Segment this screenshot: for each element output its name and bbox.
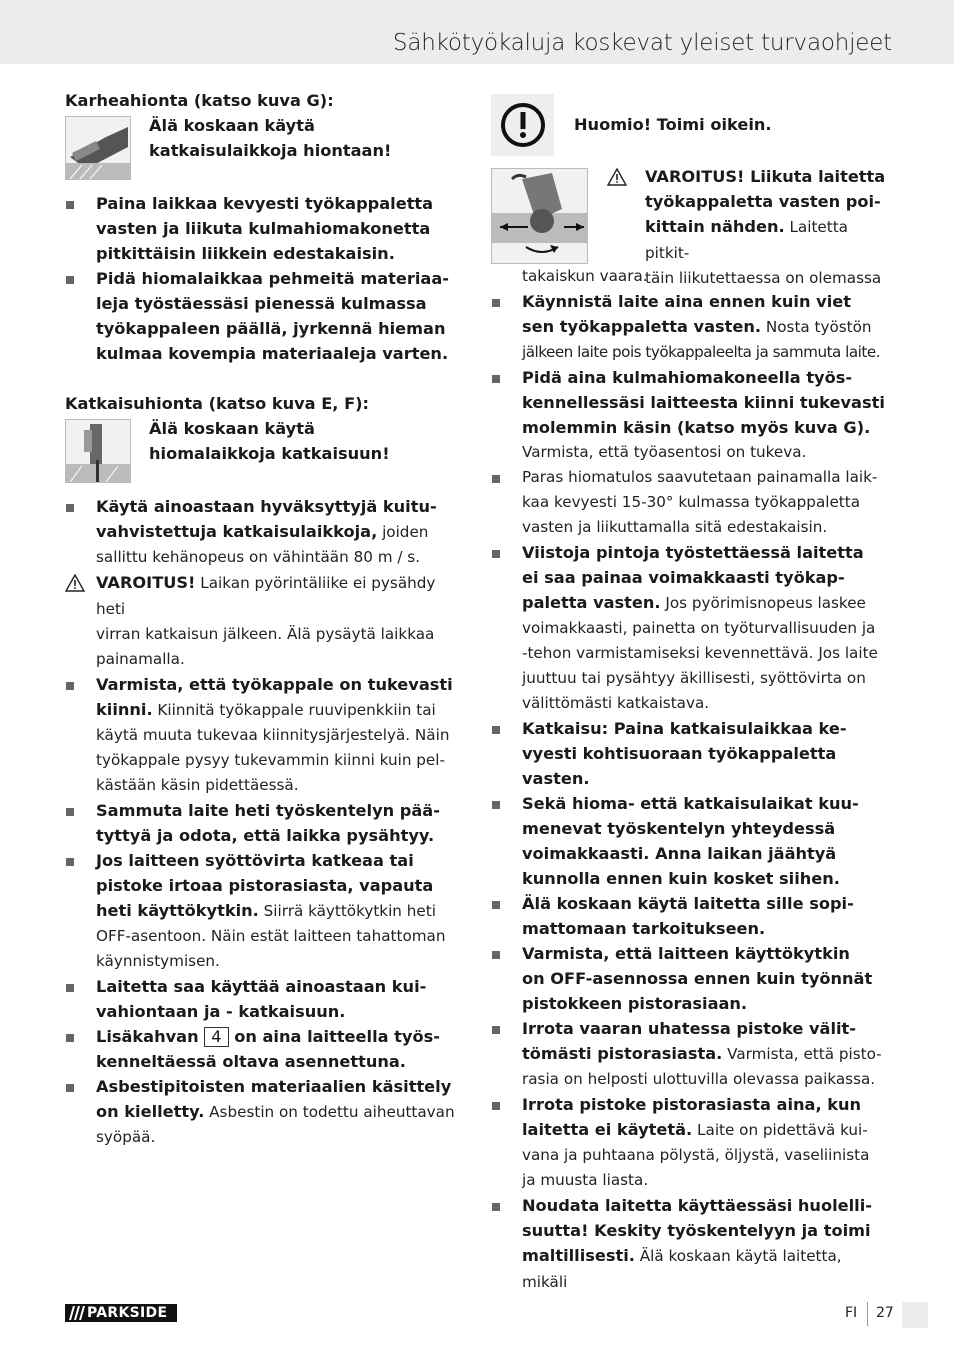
text-line: työkappaletta vasten poi- — [645, 192, 881, 211]
text-bold: kittain nähden. — [645, 217, 785, 236]
text-line: työkappaleen päällä, jyrkennä hieman — [96, 319, 446, 338]
list-item — [491, 365, 891, 465]
karheahionta-heading: Karheahionta (katso kuva G): — [65, 91, 334, 110]
text-line: käynnistymisen. — [96, 952, 220, 970]
page-title: Sähkötyökaluja koskevat yleiset turvaohjeet — [392, 30, 892, 56]
text-line: välittömästi katkaistava. — [522, 694, 710, 712]
warning-triangle-icon — [607, 168, 627, 186]
list-item — [491, 1092, 891, 1193]
text-line: voimakkaasti, painetta on työturvallisuuden ja — [522, 619, 876, 637]
text-bold: tömästi pistorasiasta. — [522, 1044, 723, 1063]
text-light: Älä koskaan käytä laitetta, mikäli — [522, 1247, 842, 1291]
text-light: Siirrä käyttökytkin heti — [258, 902, 436, 920]
bullet-icon — [66, 984, 74, 992]
text-line: ei saa painaa voimakkaasti työkap- — [522, 568, 845, 587]
list-item — [491, 465, 891, 540]
bullet-icon — [66, 858, 74, 866]
text-bold: vahvistettuja katkaisulaikkoja, — [96, 522, 378, 541]
text-line: kaa kevyesti 15-30° kulmassa työkappaletta — [522, 493, 861, 511]
text-line: pistokkeen pistorasiaan. — [522, 994, 748, 1013]
language-code: FI — [845, 1305, 858, 1321]
list-item — [491, 791, 891, 891]
bullet-icon — [66, 1084, 74, 1092]
text-line: jälkeen laite pois työkappaleelta ja sammuta laite. — [522, 343, 881, 361]
text-line: pistoke irtoaa pistorasiasta, vapauta — [96, 876, 434, 895]
bullet-icon — [66, 682, 74, 690]
bullet-icon — [492, 901, 500, 909]
list-item — [491, 1016, 891, 1092]
bullet-icon — [492, 550, 500, 558]
text-line: vana ja puhtaana pölystä, öljystä, vaseliinista — [522, 1146, 870, 1164]
text-light: Nosta työstön — [761, 318, 872, 336]
list-item — [65, 266, 465, 366]
bullet-icon — [66, 201, 74, 209]
text-line: Varmista, että työkappale on tukevasti — [96, 675, 453, 694]
text-line: Irrota vaaran uhatessa pistoke välit- — [522, 1019, 856, 1038]
text-line: Irrota pistoke pistorasiasta aina, kun — [522, 1095, 862, 1114]
text-line: sallittu kehänopeus on vähintään 80 m / s. — [96, 548, 421, 566]
text-line: vasten ja liikuta kulmahiomakonetta — [96, 219, 431, 238]
katkaisuhionta-heading: Katkaisuhionta (katso kuva E, F): — [65, 394, 370, 413]
text-line: leja työstäessäsi pienessä kulmassa — [96, 294, 427, 313]
karhea-warning-line2: katkaisulaikkoja hiontaan! — [149, 141, 392, 160]
text-line: Älä koskaan käytä laitetta sille sopi- — [522, 894, 854, 913]
bullet-icon — [492, 375, 500, 383]
text-line: Käytä ainoastaan hyväksyttyjä kuitu- — [96, 497, 437, 516]
warning-item — [65, 570, 465, 672]
text-bold: maltillisesti. — [522, 1246, 635, 1265]
text-line: kenneltäessä oltava asennettuna. — [96, 1052, 406, 1071]
bullet-icon — [66, 504, 74, 512]
text-bold: sen työkappaletta vasten. — [522, 317, 762, 336]
bullet-icon — [492, 801, 500, 809]
text-line: Pidä hiomalaikkaa pehmeitä materiaa- — [96, 269, 449, 288]
text-light: Laite on pidettävä kui- — [692, 1121, 868, 1139]
text-line: Sekä hioma- että katkaisulaikat kuu- — [522, 794, 859, 813]
list-item — [491, 1193, 891, 1295]
list-item — [65, 1024, 465, 1074]
list-item — [491, 289, 891, 365]
text-line: syöpää. — [96, 1128, 156, 1146]
text-line: OFF-asentoon. Näin estät laitteen tahattoman — [96, 927, 446, 945]
text-line: suutta! Keskity työskentelyyn ja toimi — [522, 1221, 871, 1240]
text-bold: Lisäkahvan — [96, 1027, 205, 1046]
logo-stripes-icon — [69, 1306, 85, 1320]
text-line: Varmista, että laitteen käyttökytkin — [522, 944, 850, 963]
text-line: täin liikutettaessa on olemassa — [645, 269, 882, 287]
list-item — [65, 672, 465, 798]
text-light: Jos pyörimisnopeus laskee — [660, 594, 866, 612]
text-line: käytä muuta tukevaa kiinnitysjärjestelyä. Näin — [96, 726, 450, 744]
bullet-icon — [492, 475, 500, 483]
bullet-icon — [492, 299, 500, 307]
footer-divider — [867, 1302, 868, 1326]
text-line: Paras hiomatulos saavutetaan painamalla laik- — [522, 468, 878, 486]
text-line: VAROITUS! Liikuta laitetta — [645, 167, 886, 186]
list-item — [491, 941, 891, 1016]
text-bold: kiinni. — [96, 700, 153, 719]
list-item — [65, 974, 465, 1024]
warning-triangle-icon — [65, 574, 85, 592]
list-item — [65, 1074, 465, 1150]
text-line: kunnolla ennen kuin kosket siihen. — [522, 869, 840, 888]
text-line: pitkittäisin liikkein edestakaisin. — [96, 244, 395, 263]
part-number-box: 4 — [204, 1027, 228, 1047]
text-line: Pidä aina kulmahiomakoneella työs- — [522, 368, 853, 387]
text-line: Jos laitteen syöttövirta katkeaa tai — [96, 851, 414, 870]
text-line: voimakkaasti. Anna laikan jäähtyä — [522, 844, 837, 863]
bullet-icon — [492, 951, 500, 959]
bullet-icon — [66, 808, 74, 816]
text-line: menevat työskentelyn yhteydessä — [522, 819, 836, 838]
text-line: mattomaan tarkoitukseen. — [522, 919, 766, 938]
exclamation-icon — [491, 94, 554, 156]
bullet-icon — [492, 1102, 500, 1110]
text-line: Varmista, että työasentosi on tukeva. — [522, 443, 807, 461]
text-light: Laitetta pitkit- — [645, 218, 848, 262]
grinder-direction-illustration-icon — [491, 168, 588, 264]
text-line: Sammuta laite heti työskentelyn pää- — [96, 801, 440, 820]
text-line: Paina laikkaa kevyesti työkappaletta — [96, 194, 434, 213]
list-item — [491, 716, 891, 791]
text-line: kulmaa kovempia materiaaleja varten. — [96, 344, 449, 363]
left-column — [65, 88, 465, 1150]
text-light: Kiinnitä työkappale ruuvipenkkiin tai — [152, 701, 436, 719]
text-line: ja muusta liasta. — [522, 1171, 649, 1189]
text-line: Noudata laitetta käyttäessäsi huolelli- — [522, 1196, 872, 1215]
bullet-icon — [66, 1034, 74, 1042]
text-line: kennellessäsi laitteesta kiinni tukevasti — [522, 393, 885, 412]
list-item — [491, 540, 891, 716]
text-line: Käynnistä laite aina ennen kuin viet — [522, 292, 851, 311]
text-line: vyesti kohtisuoraan työkappaletta — [522, 744, 837, 763]
text-line: Viistoja pintoja työstettäessä laitetta — [522, 543, 864, 562]
huomio-block — [491, 94, 891, 158]
katk-warning-line2: hiomalaikkoja katkaisuun! — [149, 444, 390, 463]
bullet-icon — [66, 276, 74, 284]
list-item — [65, 798, 465, 848]
text-line: juuttuu tai pysähtyy äkillisesti, syöttövirta on — [522, 669, 866, 687]
text-bold: on kielletty. — [96, 1102, 205, 1121]
list-item — [491, 891, 891, 941]
list-item — [65, 848, 465, 974]
parkside-logo — [65, 1304, 177, 1322]
text-line: painamalla. — [96, 650, 185, 668]
bullet-icon — [492, 726, 500, 734]
karhea-warning-block — [65, 113, 465, 181]
list-item — [65, 494, 465, 570]
katk-warning-line1: Älä koskaan käytä — [149, 419, 315, 438]
right-column — [491, 94, 891, 1295]
text-line: vasten. — [522, 769, 590, 788]
huomio-text: Huomio! Toimi oikein. — [574, 115, 772, 134]
text-line: työkappale pysyy tukevammin kiinni kuin pel- — [96, 751, 445, 769]
text-light: Laikan pyörintäliike ei pysähdy heti — [96, 574, 436, 618]
text-line: tyttyä ja odota, että laikka pysähtyy. — [96, 826, 435, 845]
list-item — [65, 191, 465, 266]
text-bold: on aina laitteella työs- — [228, 1027, 440, 1046]
grinding-illustration-icon — [65, 116, 131, 180]
text-line: virran katkaisun jälkeen. Älä pysäytä laikkaa — [96, 625, 435, 643]
text-light: joiden — [377, 523, 429, 541]
footer-tab — [902, 1302, 928, 1328]
text-line: vasten ja liikuttamalla sitä edestakaisin. — [522, 518, 828, 536]
bullet-icon — [492, 1026, 500, 1034]
karhea-warning-line1: Älä koskaan käytä — [149, 116, 315, 135]
text-bold: paletta vasten. — [522, 593, 661, 612]
text-light: Varmista, että pisto- — [722, 1045, 882, 1063]
text-line: on OFF-asennossa ennen kuin työnnät — [522, 969, 873, 988]
text-line: -tehon varmistamiseksi kevennettävä. Jos laite — [522, 644, 878, 662]
brand-name: PARKSIDE — [87, 1305, 168, 1321]
page-number: 27 — [876, 1305, 894, 1321]
text-line: kästään käsin pidettäessä. — [96, 776, 299, 794]
katk-warning-block — [65, 416, 465, 484]
text-line: vahiontaan ja - katkaisuun. — [96, 1002, 346, 1021]
text-line: Laitetta saa käyttää ainoastaan kui- — [96, 977, 427, 996]
text-line: takaiskun vaara. — [522, 267, 648, 285]
text-line: Katkaisu: Paina katkaisulaikkaa ke- — [522, 719, 847, 738]
cutting-illustration-icon — [65, 419, 131, 483]
text-bold: heti käyttökytkin. — [96, 901, 259, 920]
bullet-icon — [492, 1203, 500, 1211]
text-line: rasia on helposti ulottuvilla olevassa paikassa. — [522, 1070, 876, 1088]
text-line: molemmin käsin (katso myös kuva G). — [522, 418, 871, 437]
text-light: Asbestin on todettu aiheuttavan — [204, 1103, 455, 1121]
text-bold: VAROITUS! — [96, 573, 196, 592]
page-header — [0, 0, 954, 64]
text-line: Asbestipitoisten materiaalien käsittely — [96, 1077, 452, 1096]
text-bold: laitetta ei käytetä. — [522, 1120, 693, 1139]
